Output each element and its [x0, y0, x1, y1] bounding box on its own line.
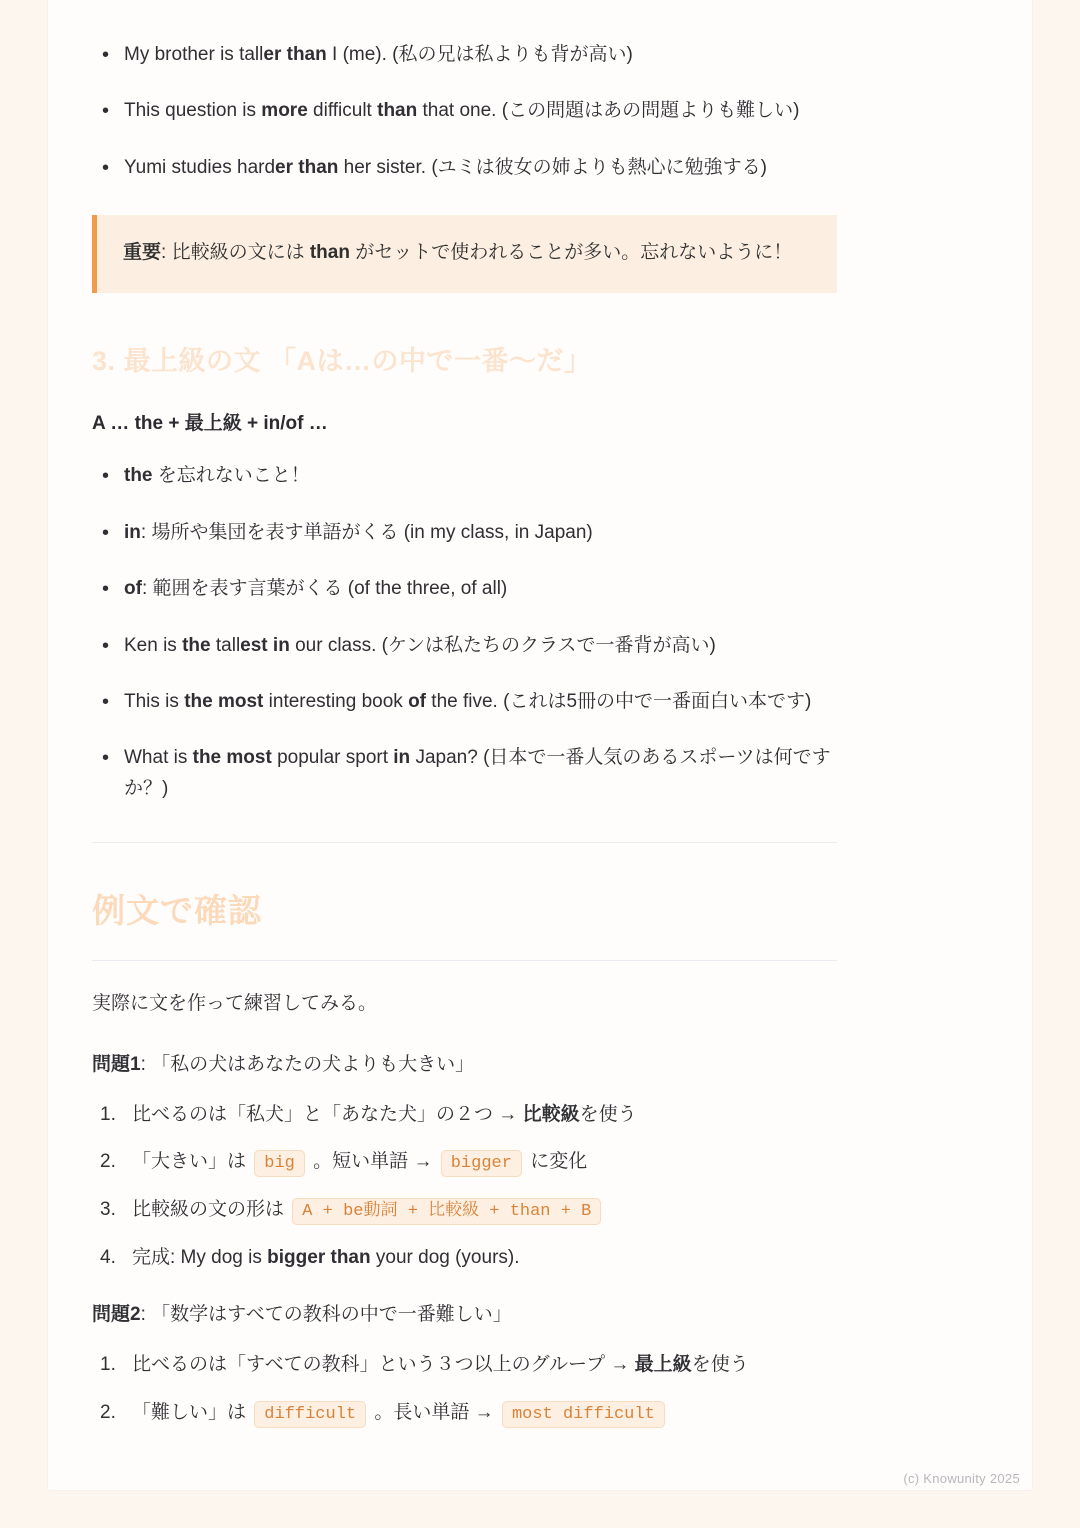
list-item: 比較級の文の形は A + be動詞 + 比較級 + than + B — [92, 1193, 837, 1227]
list-item: 比べるのは「私犬」と「あなた犬」の２つ → 比較級を使う — [132, 1103, 637, 1125]
question-2-steps — [92, 1348, 837, 1429]
list-item: • the を忘れないこと！ — [92, 461, 837, 491]
list-item: • My brother is taller than I (me). (私の兄は私よりも背が高い) — [92, 40, 837, 70]
superlative-points-list — [92, 461, 837, 804]
copyright-watermark: (c) Knowunity 2025 — [903, 1471, 1020, 1486]
list-item: • Ken is the tallest in our class. (ケンは私たちのクラスで一番背が高い) — [92, 631, 837, 661]
list-item: • Yumi studies harder than her sister. (ユミは彼女の姉よりも熱心に勉強する) — [92, 153, 837, 183]
section-heading-examples: 例文で確認 — [92, 892, 262, 930]
list-item: • This question is more difficult than that one. (この問題はあの問題よりも難しい) — [92, 96, 837, 126]
examples-intro-text: 実際に文を作って練習してみる。 — [92, 993, 378, 1015]
list-item: 「難しい」は difficult 。長い単語 → most difficult — [92, 1396, 837, 1430]
list-item: 比べるのは「すべての教科」という３つ以上のグループ → 最上級を使う — [132, 1354, 749, 1376]
question-1-heading: 問題1: 「私の犬はあなたの犬よりも大きい」 — [92, 1053, 475, 1075]
section-divider-top — [92, 842, 837, 843]
question-1-steps — [92, 1098, 837, 1274]
superlative-formula: A … the + 最上級 + in/of … — [92, 413, 328, 435]
list-item: • of: 範囲を表す言葉がくる (of the three, of all) — [92, 574, 837, 604]
list-item: • This is the most interesting book of the five. (これは5冊の中で一番面白い本です) — [92, 687, 837, 717]
document-content — [92, 40, 837, 1443]
list-item: 完成: My dog is bigger than your dog (yours). — [132, 1246, 520, 1268]
list-item: 「大きい」は big 。短い単語 → bigger に変化 — [92, 1145, 837, 1179]
important-callout: 重要: 比較級の文には than がセットで使われることが多い。忘れないように！ — [92, 215, 837, 293]
question-2-heading: 問題2: 「数学はすべての教科の中で一番難しい」 — [92, 1303, 512, 1325]
section-divider-bottom — [92, 960, 837, 961]
list-item: • What is the most popular sport in Japan? (日本で一番人気のあるスポーツは何ですか？) — [92, 743, 837, 804]
section-heading-superlative: 3. 最上級の文 「Aは…の中で一番〜だ」 — [92, 346, 592, 377]
comparative-examples-list — [92, 40, 837, 183]
list-item: • in: 場所や集団を表す単語がくる (in my class, in Japan) — [92, 518, 837, 548]
